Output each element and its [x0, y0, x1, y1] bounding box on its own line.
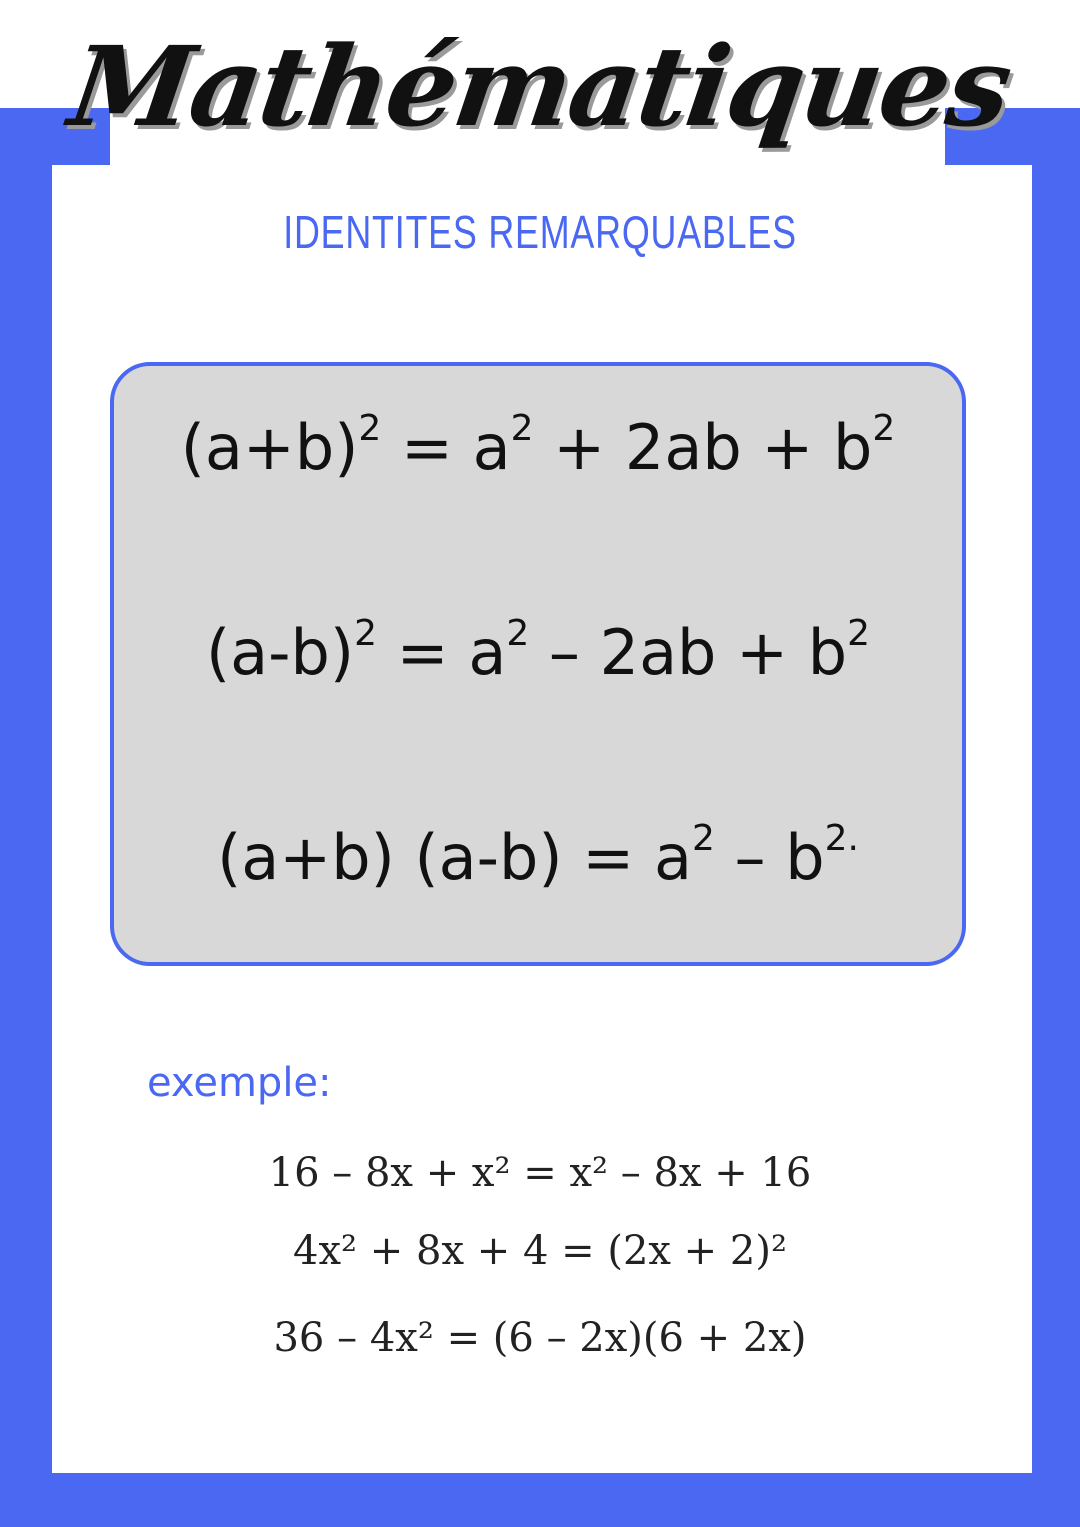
example-label: exemple:	[147, 1060, 332, 1106]
example-line-1: 16 – 8x + x² = x² – 8x + 16	[268, 1150, 812, 1196]
example-line-3: 36 – 4x² = (6 – 2x)(6 + 2x)	[273, 1315, 807, 1361]
formula-square-sum: $(a+b)^2 = a^2 + 2ab + b^2$	[180, 408, 896, 484]
page-title: Mathématiques	[62, 22, 1018, 151]
page-subtitle: IDENTITES REMARQUABLES	[283, 206, 797, 258]
formula-box	[110, 362, 966, 966]
formula-difference-of-squares: (a+b) $(a-b) = a^2 - b^{2.}$	[217, 818, 859, 894]
example-line-2: 4x² + 8x + 4 = (2x + 2)²	[293, 1228, 787, 1274]
formula-square-difference: $(a-b)^2 = a^2 - 2ab + b^2$	[205, 613, 871, 689]
